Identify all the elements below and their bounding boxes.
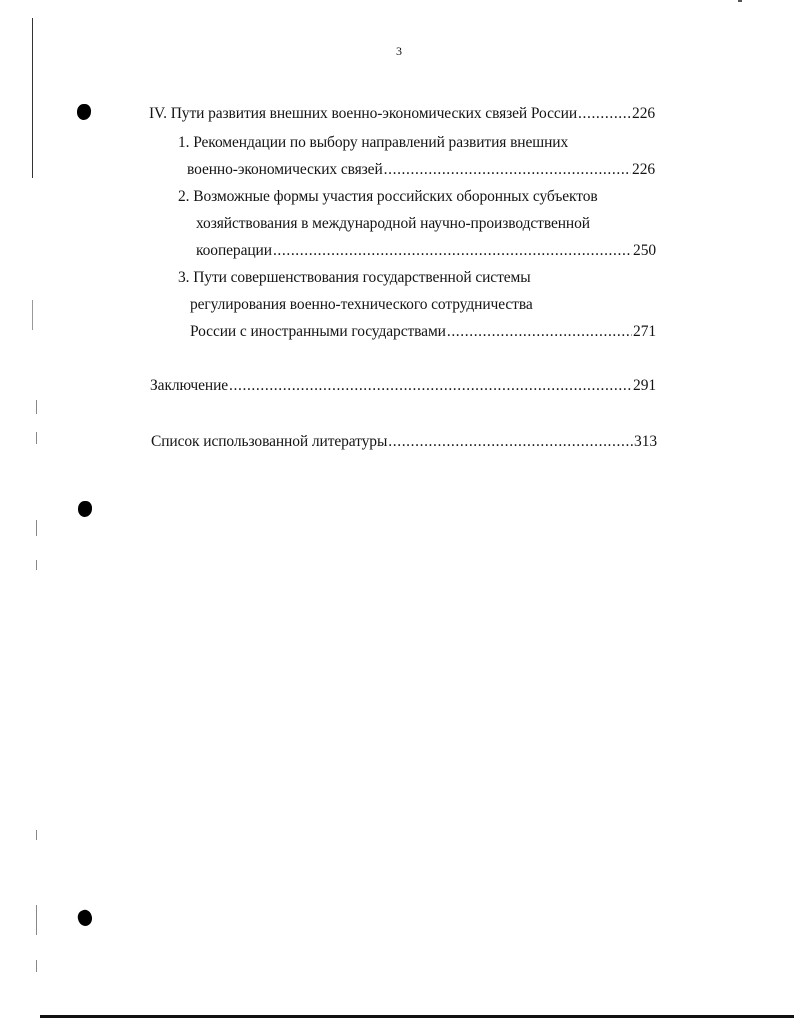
toc-entry-page: 313 bbox=[634, 433, 657, 450]
toc-entry-page: 250 bbox=[633, 242, 656, 259]
toc-entry-title: военно-экономических связей bbox=[187, 161, 383, 178]
leader-dots bbox=[388, 432, 633, 452]
leader-dots bbox=[384, 160, 631, 180]
leader-dots bbox=[229, 376, 632, 396]
toc-entry-chapter-iv[interactable] bbox=[149, 104, 655, 124]
page-number: 3 bbox=[396, 44, 402, 58]
toc-entry-title: России с иностранными государствами bbox=[190, 323, 446, 340]
leader-dots bbox=[447, 322, 632, 342]
toc-entry-conclusion[interactable] bbox=[150, 376, 656, 396]
toc-entry-title: Заключение bbox=[150, 377, 229, 394]
toc-entry-title: Список использованной литературы bbox=[151, 433, 388, 450]
toc-entry-section-3-line2: регулирования военно-технического сотрудничества bbox=[190, 296, 533, 313]
toc-entry-section-1[interactable] bbox=[187, 160, 655, 180]
leader-dots bbox=[578, 104, 631, 124]
toc-entry-title: IV. Пути развития внешних военно-экономических связей России bbox=[149, 105, 578, 122]
toc-entry-page: 226 bbox=[632, 105, 655, 122]
toc-entry-title: кооперации bbox=[196, 242, 272, 259]
toc-entry-section-2-line1: 2. Возможные формы участия российских оборонных субъектов bbox=[178, 188, 598, 205]
leader-dots bbox=[273, 241, 632, 261]
toc-entry-section-2-line2: хозяйствования в международной научно-производственной bbox=[196, 215, 590, 232]
toc-entry-page: 271 bbox=[633, 323, 656, 340]
toc-entry-section-1-line1: 1. Рекомендации по выбору направлений развития внешних bbox=[178, 134, 569, 151]
toc-entry-bibliography[interactable] bbox=[151, 432, 657, 452]
toc-entry-section-3[interactable] bbox=[190, 322, 656, 342]
toc-entry-page: 291 bbox=[633, 377, 656, 394]
bottom-scan-edge bbox=[40, 1015, 794, 1018]
toc-entry-section-3-line1: 3. Пути совершенствования государственной системы bbox=[178, 269, 531, 286]
toc-entry-section-2[interactable] bbox=[196, 241, 656, 261]
toc-entry-page: 226 bbox=[632, 161, 655, 178]
